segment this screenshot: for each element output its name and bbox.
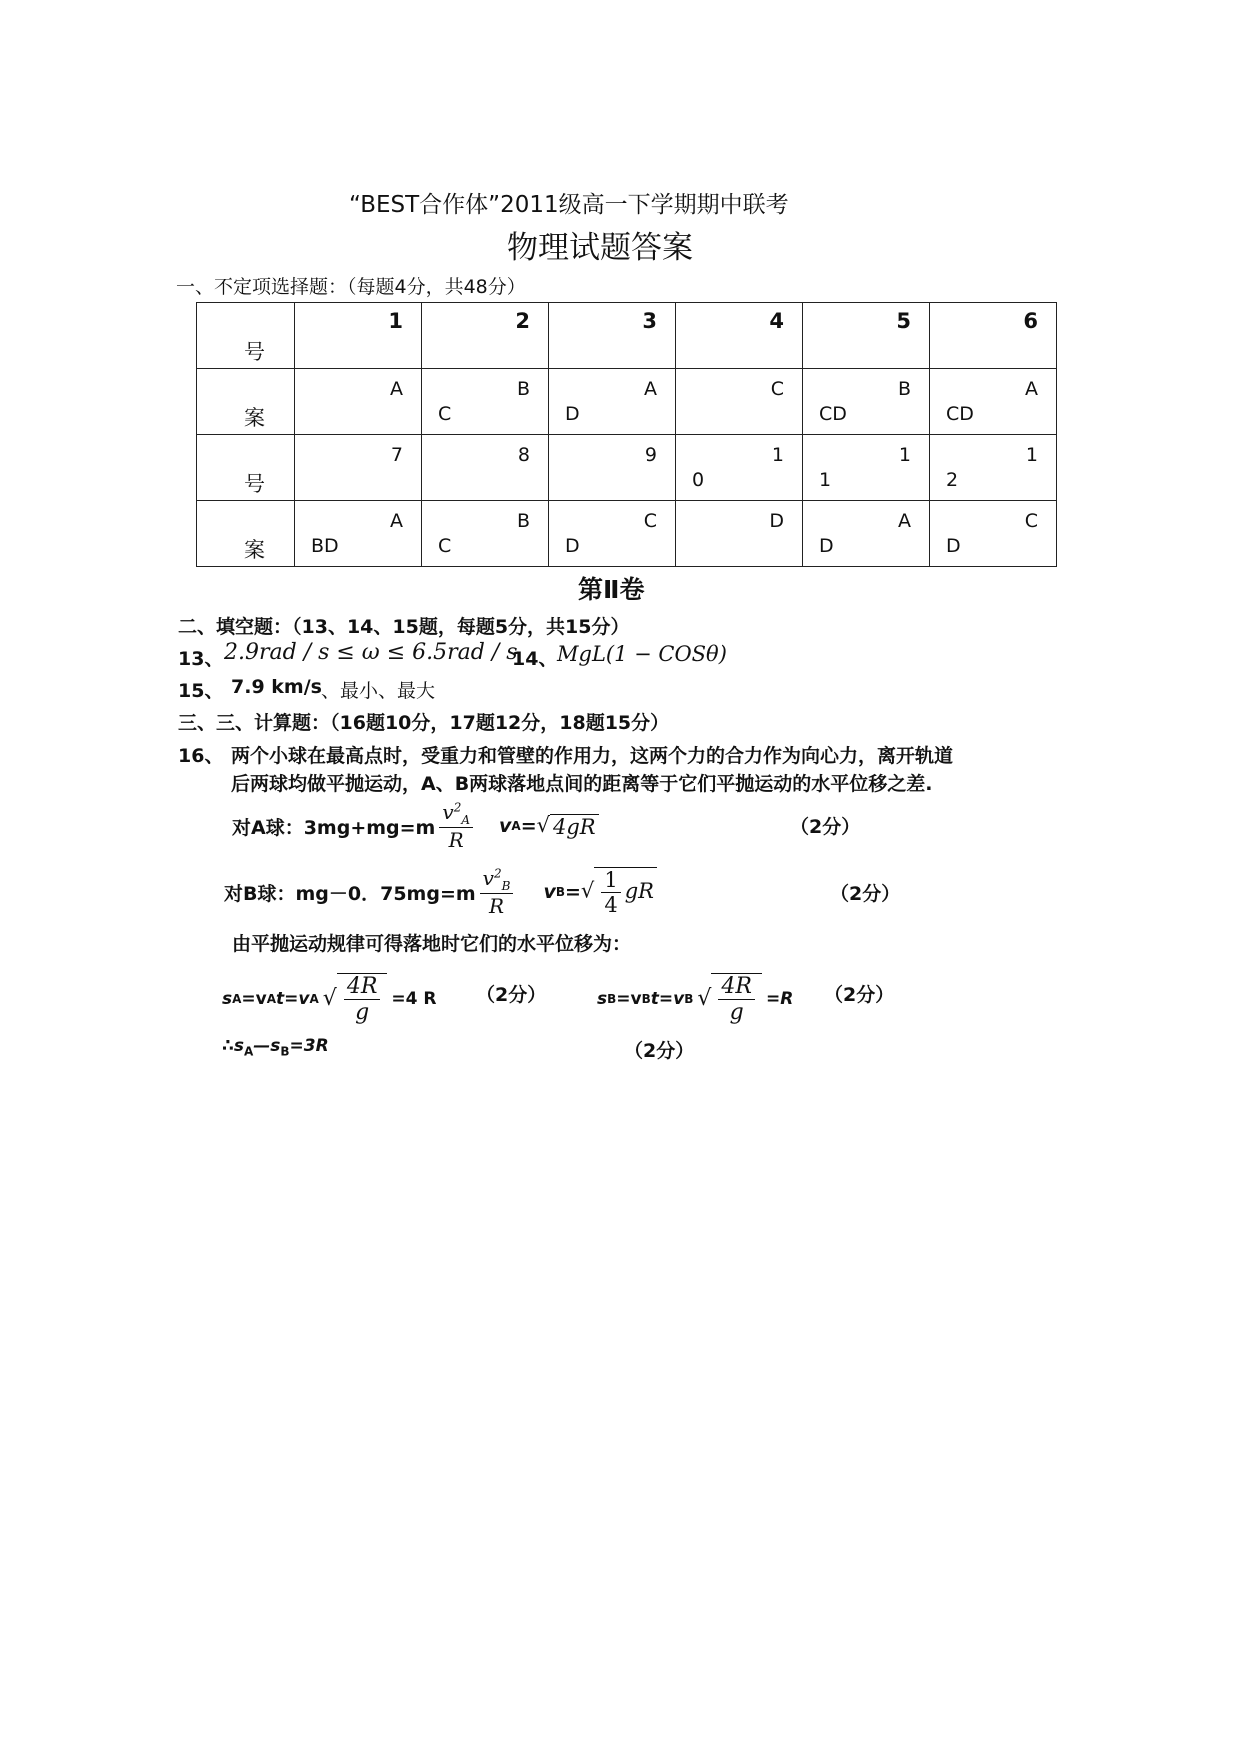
equation-b-prefix: 对B球：mg－0．75mg=m — [224, 882, 476, 905]
frac-denominator: 4 — [604, 893, 618, 917]
q15-rest: 、最小、最大 — [321, 680, 436, 702]
section2-heading: 二、填空题：（13、14、15题，每题5分，共15分） — [178, 616, 630, 638]
equation-a — [232, 795, 599, 857]
answer-bottom: C — [438, 403, 452, 425]
table-row — [197, 369, 1057, 435]
subscript: B — [501, 879, 511, 893]
question-number-top: 1 — [898, 444, 911, 466]
answer-top: B — [897, 378, 911, 400]
table-row — [197, 501, 1057, 567]
vb-subscript: B — [555, 885, 565, 899]
subscript: B — [684, 992, 694, 1006]
subscript: A — [309, 992, 319, 1006]
sa-mid: =v — [241, 989, 267, 1009]
equation-sa — [222, 964, 436, 1034]
q15-number: 15、 — [178, 680, 224, 702]
points-a: （2分） — [790, 816, 861, 838]
question-number: 5 — [896, 309, 911, 333]
answer-top: C — [770, 378, 784, 400]
final-value: =3R — [289, 1036, 329, 1056]
sqrt-quarter-gr: √ $\frac{1}{4}$ gR — [581, 867, 657, 917]
frac-numerator: v — [482, 866, 494, 890]
answer-top: A — [1025, 378, 1038, 400]
frac-numerator: v — [442, 800, 454, 824]
question-number: 4 — [769, 309, 784, 333]
answer-top: C — [643, 510, 657, 532]
answer-top: D — [769, 510, 784, 532]
frac-numerator: 4R — [718, 974, 755, 1000]
final-result — [222, 1036, 329, 1058]
question-number-bottom: 2 — [946, 469, 959, 491]
va-subscript: A — [511, 819, 521, 833]
section1-heading: 一、不定项选择题：（每题4分，共48分） — [176, 276, 526, 298]
question-number: 1 — [388, 309, 403, 333]
points-final: （2分） — [624, 1040, 695, 1062]
question-number: 2 — [515, 309, 530, 333]
q13-answer: 2.9rad / s ≤ ω ≤ 6.5rad / s — [224, 640, 518, 665]
sb-mid: =v — [616, 989, 642, 1009]
answer-bottom: D — [946, 535, 961, 557]
subscript: A — [461, 813, 470, 827]
table-row — [197, 303, 1057, 369]
q14-number: 14、 — [512, 648, 558, 670]
equation-a-prefix: 对A球：3mg+mg=m — [232, 816, 436, 839]
radicand: 4gR — [550, 814, 599, 839]
answer-top: C — [1024, 510, 1038, 532]
points-sa: （2分） — [476, 984, 547, 1006]
fraction-va2-over-r — [439, 800, 473, 852]
sqrt-4gr: √ 4gR — [537, 813, 599, 839]
answer-bottom: D — [565, 535, 580, 557]
answer-top: B — [516, 378, 530, 400]
sqrt-4r-over-g: √ $\frac{4R}{g}$ — [323, 973, 388, 1025]
subscript: A — [232, 992, 242, 1006]
subscript: B — [607, 992, 617, 1006]
answer-bottom: CD — [946, 403, 974, 425]
points-sb: （2分） — [824, 984, 895, 1006]
sqrt-4r-over-g: √ $\frac{4R}{g}$ — [697, 973, 762, 1025]
table-row — [197, 435, 1057, 501]
question-number-top: 9 — [644, 444, 657, 466]
subscript: B — [641, 992, 651, 1006]
subscript: B — [280, 1044, 290, 1059]
answer-bottom: C — [438, 535, 452, 557]
sa-symbol: s — [222, 989, 233, 1009]
vb-equals: = — [565, 881, 581, 903]
radicand-tail: gR — [624, 879, 654, 903]
va-label: v — [499, 815, 512, 837]
points-b: （2分） — [830, 883, 901, 905]
question-number-bottom: 0 — [692, 469, 705, 491]
sb-result: =R — [765, 989, 794, 1009]
answer-bottom: BD — [311, 535, 339, 557]
row-label-answer: 案 — [244, 406, 265, 430]
answer-top: B — [516, 510, 530, 532]
question-number: 6 — [1023, 309, 1038, 333]
answer-table — [196, 302, 1057, 567]
page-title: 物理试题答案 — [507, 230, 693, 266]
question-number-top: 8 — [517, 444, 530, 466]
q13-number: 13、 — [178, 648, 224, 670]
displacement-rule: 由平抛运动规律可得落地时它们的水平位移为： — [232, 933, 632, 955]
answer-bottom: D — [819, 535, 834, 557]
q14-answer: MgL(1 − COSθ) — [557, 642, 727, 666]
frac-denominator: g — [355, 1000, 370, 1025]
section3-heading: 三、三、计算题：（16题10分，17题12分，18题15分） — [178, 712, 670, 734]
superscript: 2 — [493, 866, 502, 881]
equation-b — [224, 861, 657, 923]
question-number-top: 7 — [390, 444, 403, 466]
frac-numerator: 1 — [601, 868, 620, 893]
exam-title: “BEST合作体”2011级高一下学期期中联考 — [349, 192, 789, 218]
answer-bottom: D — [565, 403, 580, 425]
superscript: 2 — [453, 800, 462, 815]
q16-line1: 两个小球在最高点时，受重力和管壁的作用力，这两个力的合力作为向心力，离开轨道 — [231, 745, 954, 767]
part2-title: 第Ⅱ卷 — [578, 575, 645, 604]
va-equals: = — [520, 815, 537, 837]
sb-symbol: s — [597, 989, 608, 1009]
fraction-vb2-over-r — [480, 866, 514, 918]
row-label-number: 号 — [244, 472, 265, 496]
q16-number: 16、 — [178, 745, 224, 767]
question-number: 3 — [642, 309, 657, 333]
q15-answer: 7.9 km/s — [231, 676, 322, 698]
sa-result: =4 R — [391, 989, 437, 1009]
equation-sb — [597, 964, 793, 1034]
final-mid: —s — [253, 1036, 281, 1056]
answer-bottom: CD — [819, 403, 847, 425]
final-symbol: ∴s — [222, 1036, 244, 1056]
row-label-number: 号 — [244, 340, 265, 364]
frac-denominator: R — [489, 894, 505, 918]
answer-top: A — [644, 378, 657, 400]
answer-top: A — [390, 510, 403, 532]
answer-top: A — [390, 378, 403, 400]
question-number-top: 1 — [1025, 444, 1038, 466]
answer-top: A — [898, 510, 911, 532]
subscript: A — [243, 1044, 254, 1059]
sa-t: t=v — [276, 989, 310, 1009]
frac-denominator: R — [448, 828, 464, 852]
frac-numerator: 4R — [344, 974, 381, 1000]
sb-t: t=v — [650, 989, 685, 1009]
subscript: A — [266, 992, 277, 1006]
row-label-answer: 案 — [244, 538, 265, 562]
question-number-bottom: 1 — [819, 469, 832, 491]
q16-line2: 后两球均做平抛运动，A、B两球落地点间的距离等于它们平抛运动的水平位移之差. — [231, 773, 933, 795]
vb-label: v — [543, 881, 556, 903]
frac-denominator: g — [729, 1000, 744, 1025]
question-number-top: 1 — [771, 444, 784, 466]
